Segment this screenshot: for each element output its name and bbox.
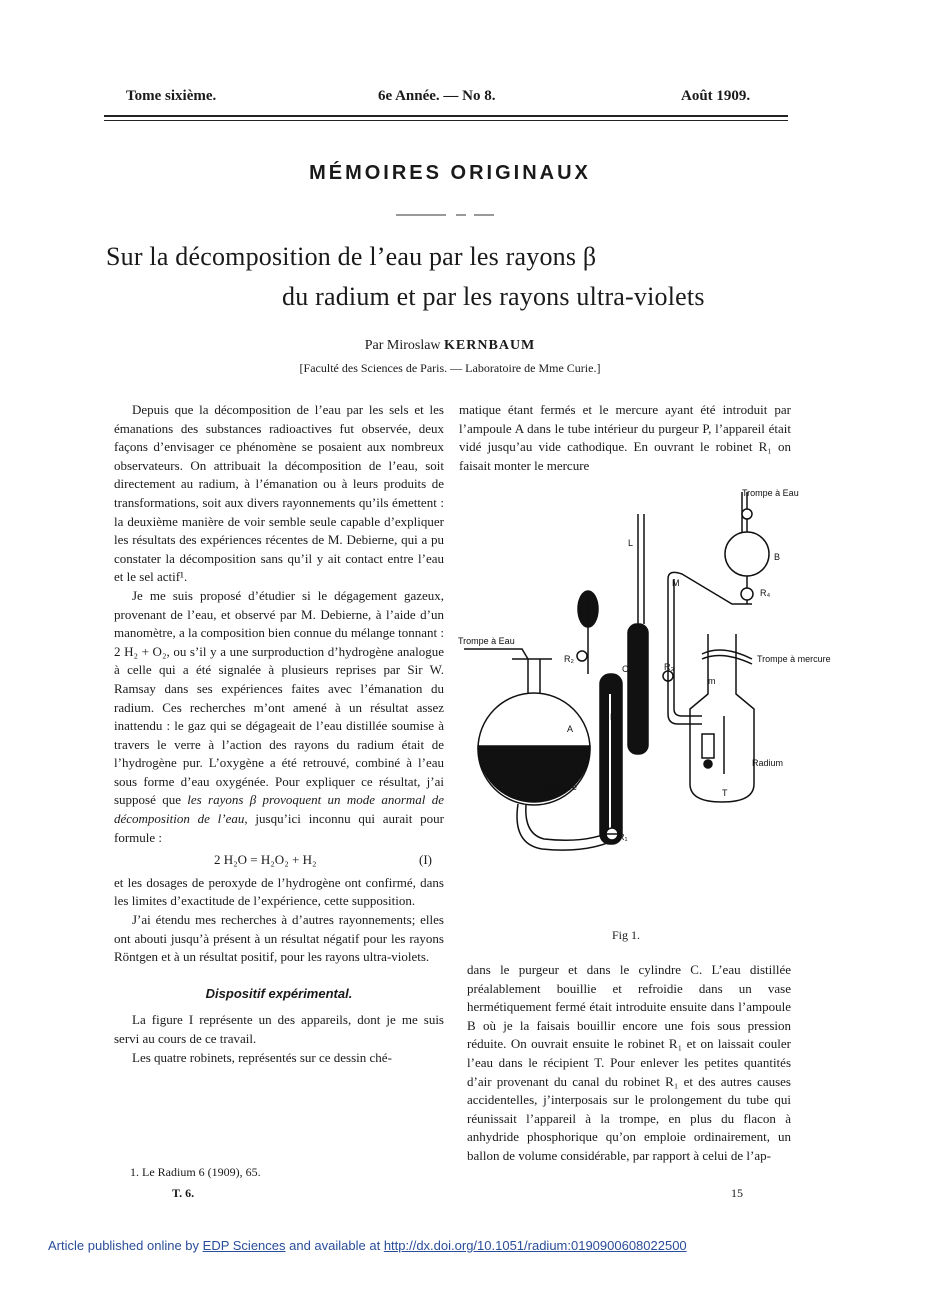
article-title-line1: Sur la décomposition de l’eau par les rayons β <box>106 242 597 271</box>
label-radium: Radium <box>752 758 784 768</box>
footer-prefix: Article published online by <box>48 1238 203 1253</box>
label-R2: R₂ <box>564 654 574 664</box>
author-name: KERNBAUM <box>444 338 536 353</box>
affiliation: [Faculté des Sciences de Paris. — Laboratoire de Mme Curie.] <box>299 361 601 375</box>
volume-marker: T. 6. <box>172 1186 195 1200</box>
equation-number: (I) <box>419 852 432 868</box>
equation-1 <box>114 851 444 870</box>
left-column <box>114 401 444 1067</box>
label-R1: R₁ <box>618 832 628 842</box>
label-A: A <box>567 724 574 734</box>
page-number: 15 <box>731 1186 743 1200</box>
paragraph-2-text-b: , jusqu’ici inconnu qui aurait pour formule : <box>114 811 444 845</box>
paragraph-2-text-a: Je me suis proposé d’étudier si le dégagement gazeux, provenant de l’eau, et observé par M. Debierne, à l’aide d’un manomètre, a la composition bien connue du mélange tonnant : 2 H₂ + O₂, ou s’il y a une surproduction d’hydrogène analogue à celle qui a été signalée à plusieurs reprises par Sir W. Ramsay dans ses expériences faites avec l’émanation du radium. Ces recherches m’ont amené à un résultat assez inattendu : le gaz qui se dégageait de l’eau distillée soumise à travers le verre à l’action des rayons du radium était de l’hydrogène pur. L’oxygène a été retrouvé, combiné à l’eau sous forme d’eau oxygénée. Pour expliquer ce résultat, j’ai supposé que <box>114 587 444 808</box>
paragraph-3: et les dosages de peroxyde de l’hydrogène ont confirmé, dans les limites d’exactitude de l’expérience, cette supposition. <box>114 874 444 909</box>
doi-link[interactable]: http://dx.doi.org/10.1051/radium:0190900608022500 <box>383 1238 687 1253</box>
paragraph-2 <box>114 587 444 847</box>
paragraph-4: J’ai étendu mes recherches à d’autres rayonnements; elles ont abouti jusqu’à présent à un résultat négatif pour les rayons Röntgen et à un résultat positif, pour les rayons ultra-violets. <box>114 912 444 965</box>
section-ornament <box>396 205 496 206</box>
label-B: B <box>774 552 781 562</box>
figure-apparatus <box>452 484 831 924</box>
label-M: M <box>672 578 680 588</box>
paragraph-6: Les quatre robinets, représentés sur ce dessin ché- <box>132 1049 392 1065</box>
mercury-in-A <box>478 746 590 802</box>
tap-R4 <box>741 588 753 600</box>
paragraph-5: La figure I représente un des appareils, dont je me suis servi au cours de ce travail. <box>114 1012 444 1046</box>
byline <box>0 338 900 354</box>
equation-body: 2 H₂O = H₂O₂ + H₂ <box>214 852 317 868</box>
paragraph-2-italic: les rayons β provoquent un mode anormal de décomposition de l’eau <box>114 792 444 827</box>
label-m: m <box>708 676 716 686</box>
footnote: 1. Le Radium 6 (1909), 65. <box>130 1165 261 1179</box>
right-column-bottom: dans le purgeur et dans le cylindre C. L’eau distillée préalablement bouillie et refroidie dans un vase hermétiquement fermé était introduite ensuite dans l’ampoule B où je la faisais bouillir encore une fois sous pression réduite. On ouvrait ensuite le robinet R₁ et on laissait couler l’eau dans le récipient T. Pour enlever les petites quantités d’air provenant du canal du robinet R₁ et des autres causes accidentelles, j’interposais sur le prolongement du tube qui réunissait l’appareil à la trompe, en plus du flacon à anhydride phosphorique qu’on emploie ordinairement, un ballon de volume considérable, par rapport à celui de l’ap- <box>467 962 791 1163</box>
header-rule-bottom <box>104 120 788 121</box>
label-trompe-mercure: Trompe à mercure <box>757 654 831 664</box>
publisher-link[interactable]: EDP Sciences <box>202 1238 286 1253</box>
cylinder-C <box>628 624 648 754</box>
byline-prefix: Par Miroslaw <box>364 338 441 353</box>
right-column-top: matique étant fermés et le mercure ayant été introduit par l’ampoule A dans le tube intérieur du purgeur P, l’appareil était vidé jusqu’au vide cathodique. En ouvrant le robinet R₁ on faisait monter le mercure <box>459 402 791 473</box>
running-header-volume: Tome sixième. <box>126 88 217 104</box>
label-P: P <box>610 712 617 722</box>
header-rule-top <box>104 115 788 117</box>
running-header-issue: 6e Année. — No 8. <box>378 88 496 104</box>
bulb-B <box>725 532 769 576</box>
label-R4: R₄ <box>760 588 771 598</box>
paragraph-1: Depuis que la décomposition de l’eau par les sels et les émanations des substances radioactives fut observée, deux façons d’envisager ce phénomène se posaient aux nombreux observateurs. On attribuait la décomposition de l’eau, soit directement au radium, à l’émanation ou à leurs produits de transformations, soit aux divers rayonnements qu’ils émettent : la deuxième manière de voir semble seule capable d’expliquer les résultats des expériences récentes de M. Debierne, qui a pu constater la décomposition sans qu’il y ait contact entre l’eau et le sel actif¹. <box>114 402 444 585</box>
label-trompe-left: Trompe à Eau <box>458 636 515 646</box>
section-title: MÉMOIRES ORIGINAUX <box>309 162 591 184</box>
running-header-date: Août 1909. <box>681 88 751 104</box>
label-C: C <box>622 664 629 674</box>
article-title-line2: du radium et par les rayons ultra-violets <box>282 282 705 311</box>
figure-caption: Fig 1. <box>612 928 641 942</box>
label-mercure: mercure <box>544 782 578 792</box>
publication-footer <box>48 1238 687 1253</box>
label-trompe-top: Trompe à Eau <box>742 488 799 498</box>
label-L: L <box>628 538 634 548</box>
subheading: Dispositif expérimental. <box>205 985 353 1001</box>
label-R3: R₃ <box>664 662 675 672</box>
footer-middle: and available at <box>285 1238 384 1253</box>
container-T <box>690 634 754 802</box>
label-T: T <box>722 788 728 798</box>
apparatus-diagram <box>452 484 831 924</box>
